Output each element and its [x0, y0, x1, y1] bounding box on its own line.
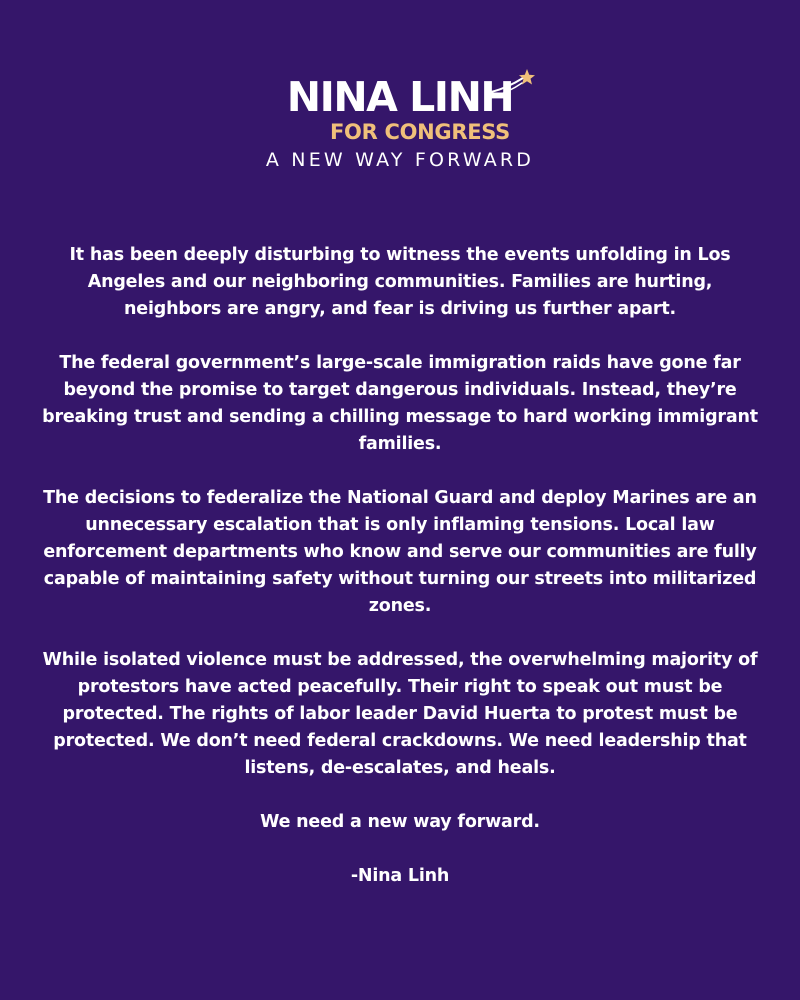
logo-subtitle: FOR CONGRESS: [330, 120, 510, 144]
closing-line: We need a new way forward.: [260, 812, 540, 832]
signature: -Nina Linh: [350, 866, 450, 886]
statement-paragraph: It has been deeply disturbing to witness the events unfolding in Los Angeles and our neighboring communities. Families are hurting, neighbors are angry, and fear is driving us further apart.: [69, 245, 731, 319]
campaign-logo: [0, 74, 800, 172]
statement-paragraph: The federal government’s large-scale immigration raids have gone far beyond the promise to target dangerous individuals. Instead, they’re breaking trust and sending a chilling message to hard working immigrant families.: [42, 353, 758, 454]
statement-body: [40, 242, 760, 890]
statement-paragraph: While isolated violence must be addressed, the overwhelming majority of protestors have acted peacefully. Their right to speak out must be protected. The rights of labor leader David Huerta to protest must be protected. We don’t need federal crackdowns. We need leadership that listens, de-escalates, and heals.: [42, 650, 758, 778]
logo-name-wrap: [287, 74, 513, 120]
shooting-star-icon: [489, 68, 535, 98]
logo-tagline: A NEW WAY FORWARD: [265, 149, 535, 171]
logo-name: NINA LINH: [286, 73, 514, 121]
statement-paragraph: The decisions to federalize the National Guard and deploy Marines are an unnecessary escalation that is only inflaming tensions. Local law enforcement departments who know and serve our communities are fully capable of maintaining safety without turning our streets into militarized zones.: [43, 488, 757, 616]
